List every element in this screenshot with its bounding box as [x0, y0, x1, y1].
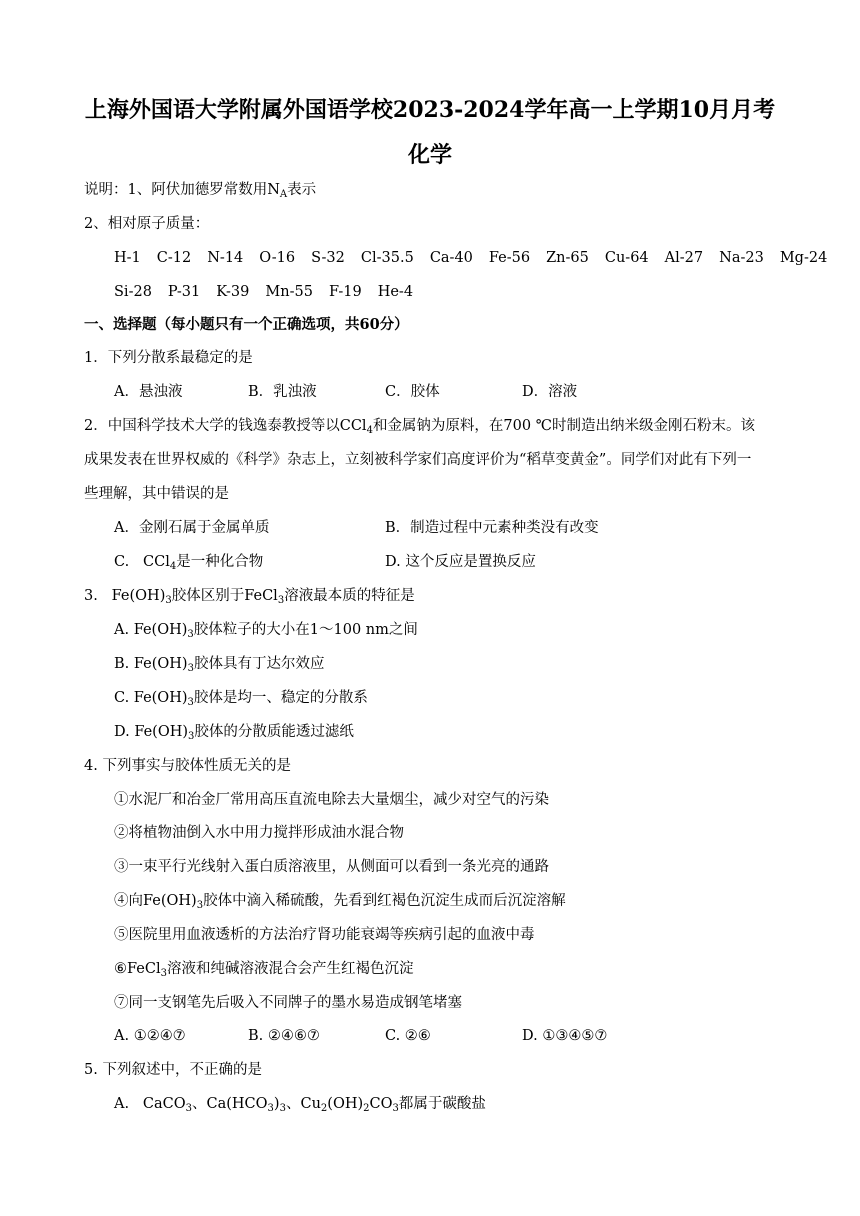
q2-option-a: A．金刚石属于金属单质	[114, 520, 270, 536]
question-2-line-2: 成果发表在世界权威的《科学》杂志上，立刻被科学家们高度评价为“稻草变黄金”。同学们对此有下列一	[84, 452, 752, 468]
q4-option-a: A. ①②④⑦	[114, 1028, 186, 1044]
atomic-mass-item: Na-23	[719, 250, 764, 266]
question-4-stem: 4. 下列事实与胶体性质无关的是	[84, 758, 291, 774]
q4-item-7: ⑦同一支钢笔先后吸入不同牌子的墨水易造成钢笔堵塞	[114, 995, 462, 1011]
atomic-mass-item: F-19	[328, 284, 362, 300]
q4-item-1: ①水泥厂和冶金厂常用高压直流电除去大量烟尘，减少对空气的污染	[114, 792, 549, 808]
note-1: 说明：1、阿伏加德罗常数用$N_A$表示	[84, 182, 317, 200]
question-3-stem: 3. $Fe(OH)_3$胶体区别于FeCl$_3$溶液最本质的特征是	[84, 588, 415, 606]
atomic-mass-item: He-4	[377, 284, 414, 300]
q4-item-3: ③一束平行光线射入蛋白质溶液里，从侧面可以看到一条光亮的通路	[114, 859, 549, 875]
q3-option-a: A. $Fe(OH)_3$胶体粒子的大小在1～100 nm之间	[114, 622, 418, 640]
q4-option-d: D. ①③④⑤⑦	[522, 1028, 608, 1044]
question-2-line-3: 些理解，其中错误的是	[84, 486, 229, 502]
atomic-mass-item: O-16	[259, 250, 296, 266]
q2-option-c: C. CCl$_4$是一种化合物	[114, 554, 264, 572]
exam-title: 上海外国语大学附属外国语学校2023-2024学年高一上学期10月月考	[84, 97, 776, 123]
q1-option-a: A．悬浊液	[114, 384, 183, 400]
q4-option-b: B. ②④⑥⑦	[248, 1028, 320, 1044]
q5-option-a: A. CaCO$_3$、$Ca(HCO_3)_3$、$Cu_2(OH)_2CO_3$都属于碳酸盐	[114, 1096, 486, 1114]
question-5-stem: 5. 下列叙述中，不正确的是	[84, 1062, 262, 1078]
atomic-mass-item: H-1	[114, 250, 141, 266]
q1-option-c: C．胶体	[385, 384, 440, 400]
q3-option-c: C. $Fe(OH)_3$胶体是均一、稳定的分散系	[114, 690, 368, 708]
q3-option-d: D. $Fe(OH)_3$胶体的分散质能透过滤纸	[114, 724, 354, 742]
section-heading: 一、选择题（每小题只有一个正确选项，共60分）	[84, 316, 409, 333]
q4-item-5: ⑤医院里用血液透析的方法治疗肾功能衰竭等疾病引起的血液中毒	[114, 927, 535, 943]
question-2-line-1: 2．中国科学技术大学的钱逸泰教授等以CCl$_4$和金属钠为原料，在700 ℃时制造出纳米级金刚石粉末。该	[84, 418, 755, 436]
subject-title: 化学	[407, 142, 452, 168]
atomic-mass-item: Mn-55	[265, 284, 313, 300]
q4-item-2: ②将植物油倒入水中用力搅拌形成油水混合物	[114, 825, 404, 841]
q1-option-b: B．乳浊液	[248, 384, 317, 400]
atomic-mass-item: Mg-24	[779, 250, 828, 266]
q1-option-d: D．溶液	[522, 384, 578, 400]
atomic-mass-item: S-32	[311, 250, 345, 266]
question-1-stem: 1．下列分散系最稳定的是	[84, 350, 253, 366]
q4-item-4: ④向$Fe(OH)_3$胶体中滴入稀硫酸，先看到红褐色沉淀生成而后沉淀溶解	[114, 893, 566, 911]
atomic-mass-row-2	[114, 282, 429, 302]
atomic-mass-item: Si-28	[114, 284, 152, 300]
atomic-mass-item: Ca-40	[429, 250, 473, 266]
atomic-mass-item: Fe-56	[488, 250, 531, 266]
atomic-mass-item: K-39	[216, 284, 250, 300]
q4-item-6: ⑥FeCl$_3$溶液和纯碱溶液混合会产生红褐色沉淀	[114, 961, 414, 979]
atomic-mass-item: C-12	[156, 250, 192, 266]
atomic-mass-item: Al-27	[664, 250, 704, 266]
q3-option-b: B. $Fe(OH)_3$胶体具有丁达尔效应	[114, 656, 325, 674]
atomic-mass-item: Zn-65	[546, 250, 589, 266]
q2-option-d: D. 这个反应是置换反应	[385, 554, 536, 570]
q4-option-c: C. ②⑥	[385, 1028, 431, 1044]
note-2: 2、相对原子质量：	[84, 216, 210, 232]
atomic-mass-row-1	[114, 248, 843, 268]
atomic-mass-item: P-31	[167, 284, 201, 300]
atomic-mass-item: N-14	[207, 250, 244, 266]
q2-option-b: B．制造过程中元素种类没有改变	[385, 520, 599, 536]
atomic-mass-item: Cl-35.5	[360, 250, 414, 266]
atomic-mass-item: Cu-64	[604, 250, 649, 266]
